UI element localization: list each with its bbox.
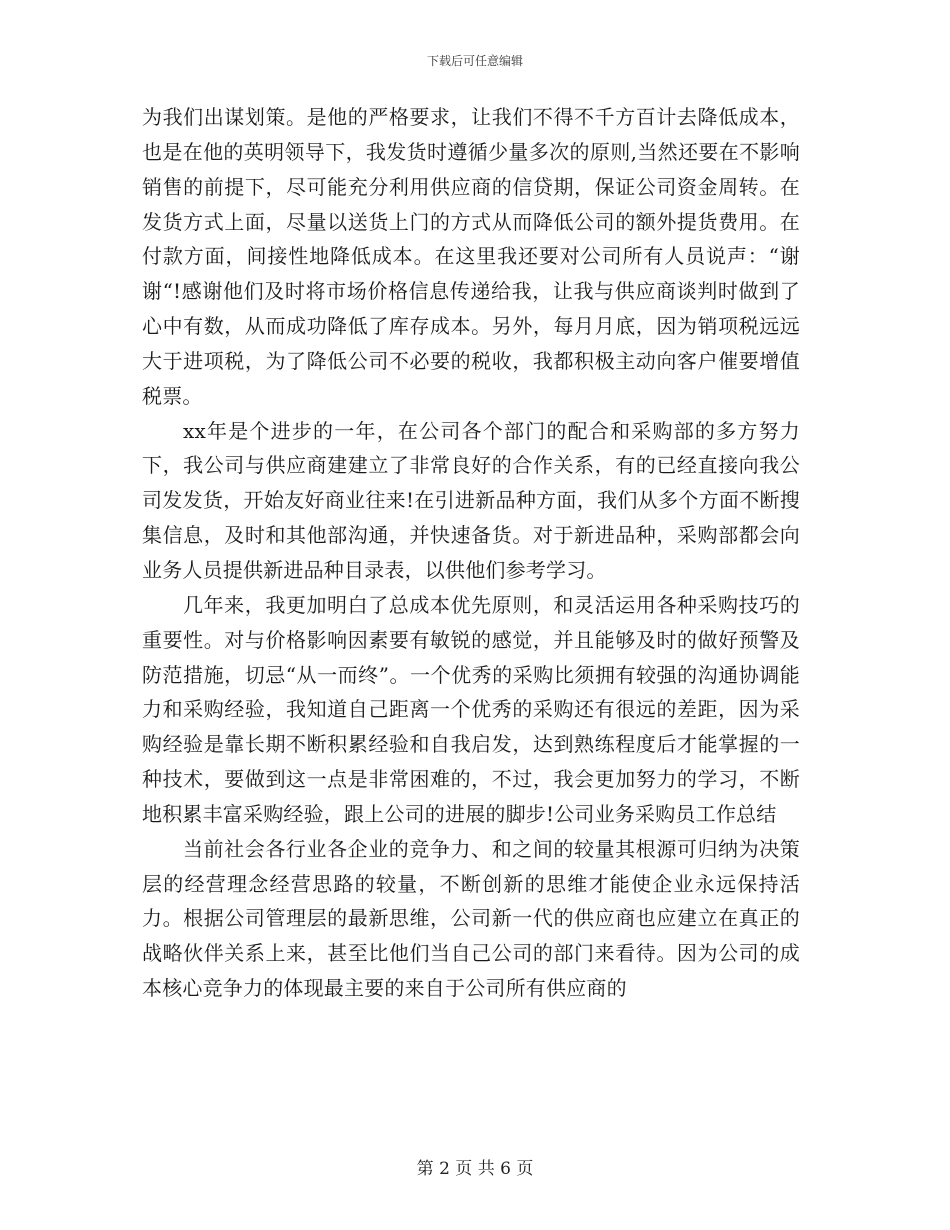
paragraph-4: 当前社会各行业各企业的竞争力、和之间的较量其根源可归纳为决策层的经营理念经营思路的较量，不断创新的思维才能使企业永远保持活力。根据公司管理层的最新思维，公司新一代的供应商也应建立在真正的战略伙伴关系上来，甚至比他们当自己公司的部门来看待。因为公司的成本核心竞争力的体现最主要的来自于公司所有供应商的 (142, 836, 800, 1001)
paragraph-3: 几年来，我更加明白了总成本优先原则，和灵活运用各种采购技巧的重要性。对与价格影响因素要有敏锐的感觉，并且能够及时的做好预警及防范措施，切忌“从一而终”。一个优秀的采购比须拥有较强的沟通协调能力和采购经验，我知道自己距离一个优秀的采购还有很远的差距，因为采购经验是靠长期不断积累经验和自我启发，达到熟练程度后才能掌握的一种技术，要做到这一点是非常困难的，不过，我会更加努力的学习，不断地积累丰富采购经验，跟上公司的进展的脚步!公司业务采购员工作总结 (142, 592, 800, 826)
paragraph-2: xx年是个进步的一年，在公司各个部门的配合和采购部的多方努力下，我公司与供应商建建立了非常良好的合作关系，有的已经直接向我公司发发货，开始友好商业往来!在引进新品种方面，我们从多个方面不断搜集信息，及时和其他部沟通，并快速备货。对于新进品种，采购部都会向业务人员提供新进品种目录表，以供他们参考学习。 (142, 418, 800, 582)
document-body (142, 100, 800, 1006)
paragraph-1: 为我们出谋划策。是他的严格要求，让我们不得不千方百计去降低成本，也是在他的英明领导下，我发货时遵循少量多次的原则,当然还要在不影响销售的前提下，尽可能充分利用供应商的信贷期，保证公司资金周转。在发货方式上面，尽量以送货上门的方式从而降低公司的额外提货费用。在付款方面，间接性地降低成本。在这里我还要对公司所有人员说声：“谢谢“!感谢他们及时将市场价格信息传递给我，让我与供应商谈判时做到了心中有数，从而成功降低了库存成本。另外，每月月底，因为销项税远远大于进项税，为了降低公司不必要的税收，我都积极主动向客户催要增值税票。 (142, 105, 800, 408)
page-header-note: 下载后可任意编辑 (426, 54, 523, 68)
page-number-footer: 第 2 页 共 6 页 (416, 1159, 534, 1179)
